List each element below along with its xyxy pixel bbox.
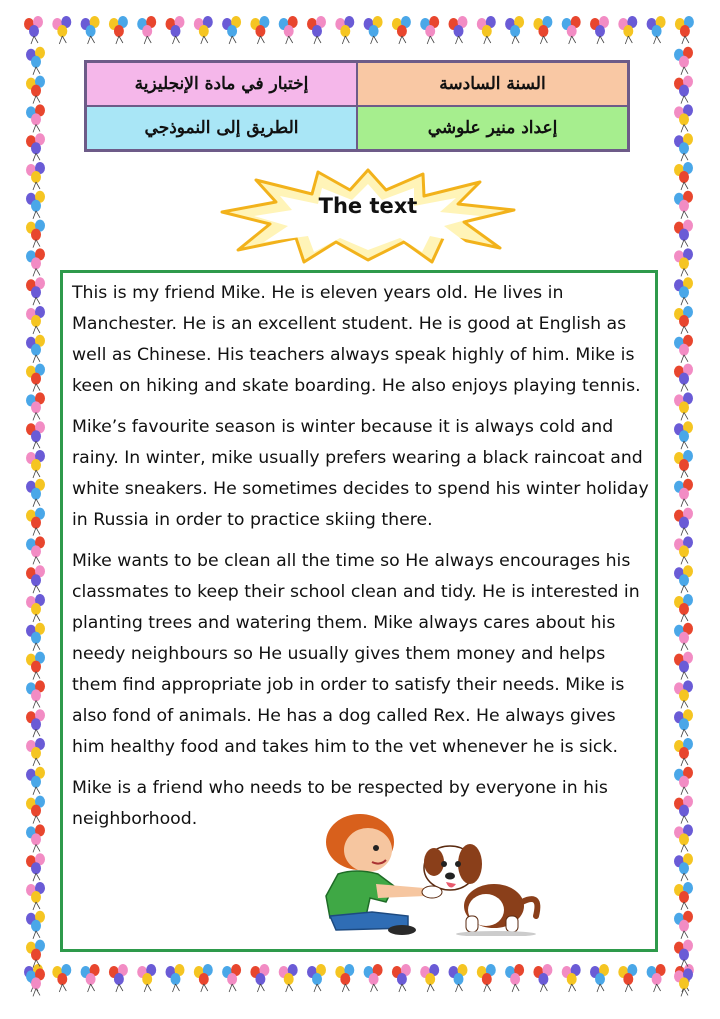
balloon-icon — [674, 767, 693, 795]
balloon-icon — [222, 16, 241, 44]
balloon-icon — [26, 824, 45, 852]
balloon-icon — [674, 652, 693, 680]
balloon-icon — [250, 16, 269, 44]
balloon-icon — [392, 16, 411, 44]
balloon-icon — [674, 104, 693, 132]
balloon-icon — [279, 964, 298, 992]
section-title: The text — [318, 194, 418, 218]
balloon-icon — [26, 450, 45, 478]
balloon-icon — [26, 421, 45, 449]
reading-passage — [72, 278, 650, 845]
balloon-icon — [166, 16, 185, 44]
balloon-icon — [647, 16, 666, 44]
balloon-icon — [26, 133, 45, 161]
balloon-icon — [307, 964, 326, 992]
balloon-icon — [674, 940, 693, 968]
balloon-icon — [81, 964, 100, 992]
balloon-icon — [674, 220, 693, 248]
paragraph-4: Mike is a friend who needs to be respected by everyone in his neighborhood. — [72, 778, 608, 829]
balloon-icon — [137, 16, 156, 44]
balloon-icon — [26, 220, 45, 248]
balloon-icon — [364, 16, 383, 44]
balloon-icon — [674, 680, 693, 708]
balloon-icon — [26, 306, 45, 334]
balloon-icon — [618, 964, 637, 992]
balloon-icon — [26, 248, 45, 276]
balloon-icon — [674, 47, 693, 75]
balloon-icon — [26, 882, 45, 910]
balloon-icon — [674, 882, 693, 910]
balloon-icon — [52, 964, 71, 992]
balloon-icon — [335, 16, 354, 44]
balloon-icon — [392, 964, 411, 992]
balloon-icon — [674, 306, 693, 334]
balloon-icon — [420, 16, 439, 44]
balloon-icon — [26, 335, 45, 363]
balloon-icon — [26, 911, 45, 939]
balloon-icon — [26, 565, 45, 593]
author-cell: إعداد منير علوشي — [357, 106, 628, 150]
exam-title-cell: إختبار في مادة الإنجليزية — [86, 62, 357, 106]
balloon-icon — [449, 964, 468, 992]
balloon-border-left — [18, 14, 54, 998]
balloon-icon — [674, 133, 693, 161]
balloon-icon — [166, 964, 185, 992]
balloon-icon — [26, 594, 45, 622]
balloon-icon — [26, 680, 45, 708]
balloon-icon — [674, 738, 693, 766]
boy-with-dog-illustration — [316, 812, 552, 936]
balloon-icon — [137, 964, 156, 992]
header-table — [84, 60, 630, 152]
balloon-icon — [26, 47, 45, 75]
balloon-icon — [26, 968, 45, 996]
balloon-icon — [364, 964, 383, 992]
balloon-icon — [26, 479, 45, 507]
balloon-icon — [674, 479, 693, 507]
balloon-icon — [674, 392, 693, 420]
paragraph-2: Mike’s favourite season is winter because it is always cold and rainy. In winter, mike usually prefers wearing a black raincoat and white sneakers. He sometimes decides to spend his winter holiday in Russia in order to practice skiing there. — [72, 417, 649, 530]
balloon-icon — [194, 964, 213, 992]
balloon-icon — [26, 162, 45, 190]
balloon-icon — [26, 508, 45, 536]
balloon-icon — [52, 16, 71, 44]
balloon-icon — [26, 738, 45, 766]
balloon-icon — [674, 421, 693, 449]
balloon-icon — [26, 940, 45, 968]
balloon-icon — [674, 450, 693, 478]
balloon-icon — [674, 853, 693, 881]
series-cell: الطريق إلى النموذجي — [86, 106, 357, 150]
balloon-icon — [674, 277, 693, 305]
balloon-border-bottom — [18, 962, 702, 998]
balloon-icon — [674, 364, 693, 392]
balloon-icon — [562, 964, 581, 992]
balloon-border-top — [18, 14, 702, 50]
balloon-icon — [449, 16, 468, 44]
balloon-icon — [307, 16, 326, 44]
balloon-icon — [590, 16, 609, 44]
balloon-icon — [81, 16, 100, 44]
balloon-icon — [647, 964, 666, 992]
balloon-icon — [562, 16, 581, 44]
balloon-icon — [26, 191, 45, 219]
balloon-icon — [533, 16, 552, 44]
balloon-icon — [109, 964, 128, 992]
balloon-icon — [674, 162, 693, 190]
balloon-border-right — [666, 14, 702, 998]
balloon-icon — [26, 709, 45, 737]
balloon-icon — [26, 767, 45, 795]
balloon-icon — [674, 709, 693, 737]
balloon-icon — [590, 964, 609, 992]
balloon-icon — [533, 964, 552, 992]
balloon-icon — [674, 76, 693, 104]
balloon-icon — [674, 191, 693, 219]
balloon-icon — [674, 536, 693, 564]
balloon-icon — [26, 104, 45, 132]
balloon-icon — [477, 964, 496, 992]
balloon-icon — [26, 652, 45, 680]
balloon-icon — [335, 964, 354, 992]
balloon-icon — [26, 76, 45, 104]
paragraph-3: Mike wants to be clean all the time so He always encourages his classmates to keep their school clean and tidy. He is interested in planting trees and watering them. Mike always cares about his needy neighbours so He usually gives them money and helps them find appropriate job in order to satisfy their needs. Mike is also fond of animals. He has a dog called Rex. He always gives him healthy food and takes him to the vet whenever he is sick. — [72, 551, 640, 757]
balloon-icon — [26, 364, 45, 392]
balloon-icon — [674, 508, 693, 536]
balloon-icon — [505, 964, 524, 992]
balloon-icon — [222, 964, 241, 992]
balloon-icon — [674, 594, 693, 622]
grade-cell: السنة السادسة — [357, 62, 628, 106]
balloon-icon — [674, 623, 693, 651]
balloon-icon — [618, 16, 637, 44]
balloon-icon — [109, 16, 128, 44]
balloon-icon — [26, 277, 45, 305]
balloon-icon — [194, 16, 213, 44]
balloon-icon — [674, 968, 693, 996]
balloon-icon — [674, 248, 693, 276]
balloon-icon — [26, 796, 45, 824]
balloon-icon — [250, 964, 269, 992]
balloon-icon — [420, 964, 439, 992]
balloon-icon — [674, 565, 693, 593]
balloon-icon — [674, 796, 693, 824]
balloon-icon — [674, 335, 693, 363]
balloon-icon — [26, 536, 45, 564]
balloon-icon — [26, 853, 45, 881]
balloon-icon — [26, 392, 45, 420]
balloon-icon — [674, 911, 693, 939]
balloon-icon — [505, 16, 524, 44]
paragraph-1: This is my friend Mike. He is eleven years old. He lives in Manchester. He is an excellent student. He is good at English as well as Chinese. His teachers always speak highly of him. Mike is keen on hiking and skate boarding. He also enjoys playing tennis. — [72, 283, 641, 396]
balloon-icon — [674, 824, 693, 852]
balloon-icon — [26, 623, 45, 651]
balloon-icon — [477, 16, 496, 44]
balloon-icon — [279, 16, 298, 44]
